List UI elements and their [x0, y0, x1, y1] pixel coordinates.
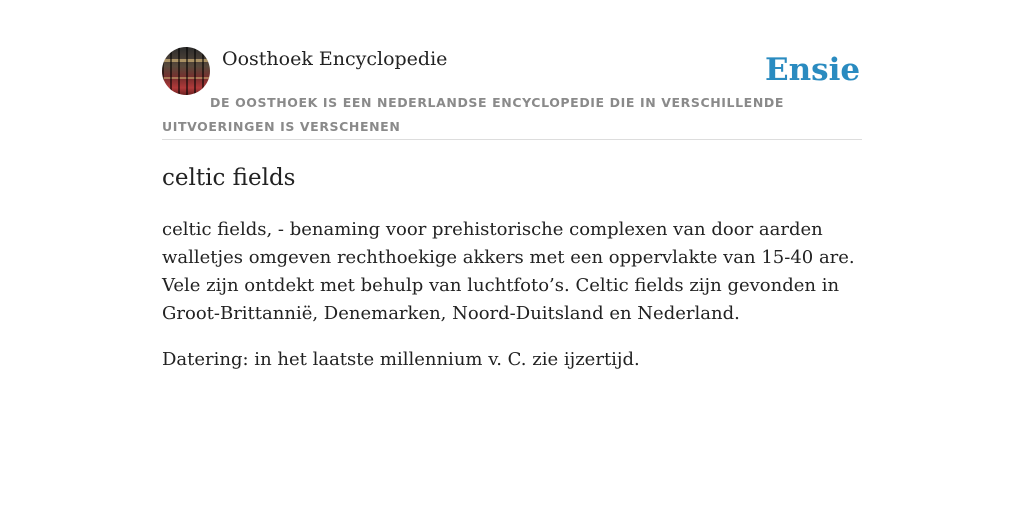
- site-title-link[interactable]: Oosthoek Encyclopedie: [222, 48, 448, 70]
- site-tagline: DE OOSTHOEK IS EEN NEDERLANDSE ENCYCLOPEDIE DIE IN VERSCHILLENDE UITVOERINGEN IS VERSCHENEN: [162, 95, 784, 134]
- book-spines-icon: [162, 47, 210, 95]
- entry-title: celtic fields: [162, 165, 296, 191]
- header-divider: [162, 139, 862, 140]
- encyclopedia-avatar[interactable]: [162, 47, 210, 95]
- page-container: [162, 0, 862, 512]
- entry-paragraph-definition: celtic fields, - benaming voor prehistorische complexen van door aarden walletjes omgeven rechthoekige akkers met een oppervlakte van 15-40 are. Vele zijn ontdekt met behulp van luchtfoto’s. Celtic fields zijn gevonden in Groot-Brittannië, Denemarken, Noord-Duitsland en Nederland.: [162, 219, 855, 324]
- entry-body: [162, 216, 862, 392]
- ensie-logo[interactable]: Ensie: [765, 52, 861, 88]
- entry-paragraph-dating: Datering: in het laatste millennium v. C. zie ijzertijd.: [162, 349, 640, 370]
